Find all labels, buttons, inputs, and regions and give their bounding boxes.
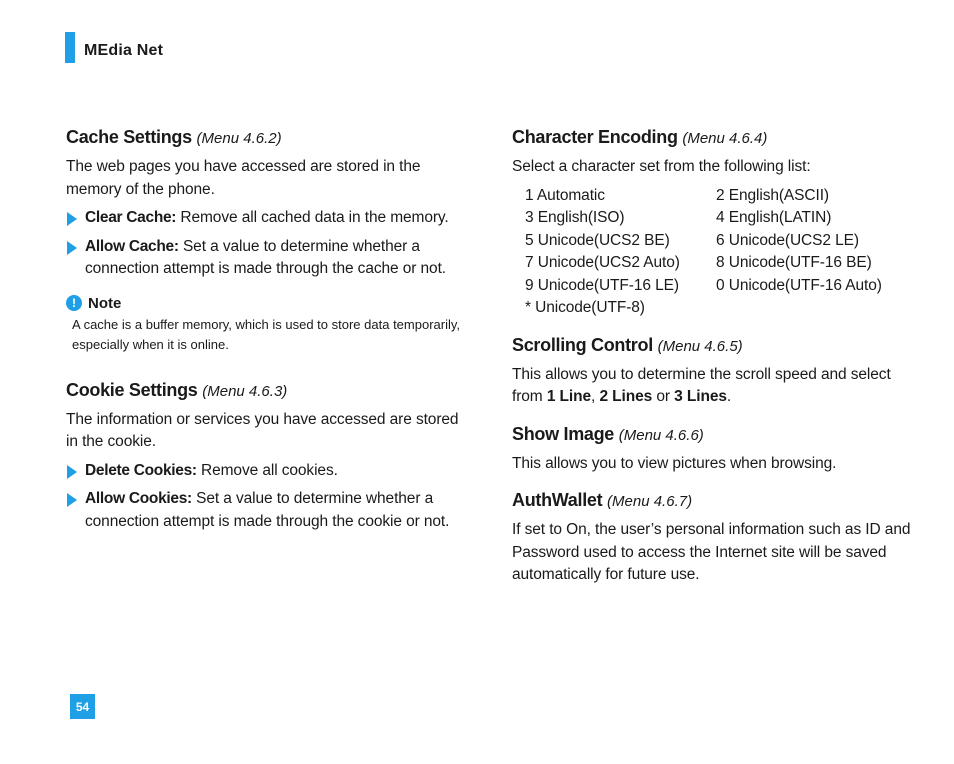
character-encoding-menu-ref: (Menu 4.6.4) [682, 130, 768, 147]
encoding-option: 4 English(LATIN) [716, 209, 832, 226]
bullet-clear-cache [66, 207, 466, 230]
option-2-lines: 2 Lines [599, 388, 653, 405]
page-number: 54 [70, 694, 95, 719]
separator: , [591, 388, 600, 405]
cache-settings-menu-ref: (Menu 4.6.2) [196, 130, 282, 147]
encoding-option: 9 Unicode(UTF-16 LE) [525, 276, 679, 294]
bullet-label: Allow Cookies: [85, 490, 192, 507]
cookie-settings-intro: The information or services you have accessed are stored in the cookie. [66, 410, 459, 450]
character-encoding-title: Character Encoding [512, 127, 678, 147]
cookie-settings-title: Cookie Settings [66, 379, 198, 400]
header-accent-bar [65, 32, 75, 63]
section-title-scrolling-control [512, 332, 912, 360]
show-image-menu-ref: (Menu 4.6.6) [618, 426, 704, 444]
authwallet-text: If set to On, the user’s personal information such as ID and Password used to access the Internet site will be saved automatically for future use. [512, 521, 911, 583]
bullet-delete-cookies [66, 460, 466, 483]
exclamation-icon: ! [66, 295, 82, 311]
encoding-option: 8 Unicode(UTF-16 BE) [716, 254, 872, 271]
encoding-option: 6 Unicode(UCS2 LE) [716, 231, 859, 249]
encoding-option: 0 Unicode(UTF-16 Auto) [716, 276, 882, 294]
bullet-text: Remove all cached data in the memory. [176, 209, 449, 226]
scrolling-control-title: Scrolling Control [512, 334, 653, 355]
option-1-line: 1 Line [546, 388, 592, 405]
bullet-label: Clear Cache: [85, 209, 177, 226]
left-column [66, 124, 466, 533]
bullet-text: Remove all cookies. [196, 461, 338, 479]
encoding-option: 2 English(ASCII) [716, 186, 829, 204]
bullet-text: Set a value to determine whether a connection attempt is made through the cache or not. [85, 237, 446, 277]
section-title-show-image [512, 421, 912, 449]
triangle-right-icon [67, 241, 77, 255]
cookie-settings-section [66, 377, 466, 534]
authwallet-section [512, 487, 912, 587]
note-box [66, 295, 466, 355]
show-image-section [512, 421, 912, 476]
encoding-option: * Unicode(UTF-8) [525, 299, 645, 316]
cache-settings-section [66, 124, 466, 281]
encoding-option: 3 English(ISO) [525, 209, 625, 226]
section-title-cookie-settings [66, 377, 466, 405]
note-title: Note [88, 294, 122, 312]
bullet-allow-cookies [66, 488, 466, 533]
encoding-option: 7 Unicode(UCS2 Auto) [525, 254, 680, 271]
cache-settings-title: Cache Settings [66, 127, 192, 147]
period: . [726, 388, 732, 405]
cache-settings-intro: The web pages you have accessed are stored in the memory of the phone. [66, 158, 421, 198]
character-encoding-section [512, 124, 912, 320]
option-3-lines: 3 Lines [674, 388, 727, 405]
bullet-text: Set a value to determine whether a connection attempt is made through the cookie or not. [85, 490, 450, 530]
triangle-right-icon [67, 465, 77, 479]
authwallet-title: AuthWallet [512, 490, 603, 510]
triangle-right-icon [67, 212, 77, 226]
encoding-options-list [525, 185, 912, 320]
separator: or [652, 388, 675, 405]
cookie-settings-menu-ref: (Menu 4.6.3) [202, 382, 288, 400]
section-title-authwallet [512, 487, 912, 515]
show-image-text: This allows you to view pictures when browsing. [512, 454, 837, 472]
scrolling-control-section [512, 332, 912, 409]
bullet-allow-cache [66, 236, 466, 281]
character-encoding-intro: Select a character set from the following list: [512, 158, 811, 175]
bullet-label: Allow Cache: [85, 237, 179, 255]
right-column [512, 124, 912, 587]
show-image-title: Show Image [512, 423, 615, 444]
bullet-label: Delete Cookies: [85, 461, 197, 479]
triangle-right-icon [67, 493, 77, 507]
section-title-cache-settings [66, 124, 466, 152]
section-title-character-encoding [512, 124, 912, 152]
encoding-option: 5 Unicode(UCS2 BE) [525, 231, 670, 249]
note-heading [66, 295, 466, 312]
note-text: A cache is a buffer memory, which is used to store data temporarily, especially when it is online. [72, 316, 461, 352]
scrolling-control-menu-ref: (Menu 4.6.5) [657, 337, 743, 355]
page-header-title: MEdia Net [84, 42, 164, 59]
scrolling-text: This allows you to determine the scroll speed and select from [512, 365, 891, 405]
authwallet-menu-ref: (Menu 4.6.7) [607, 493, 693, 510]
encoding-option: 1 Automatic [525, 186, 605, 204]
scrolling-control-text [512, 364, 912, 409]
